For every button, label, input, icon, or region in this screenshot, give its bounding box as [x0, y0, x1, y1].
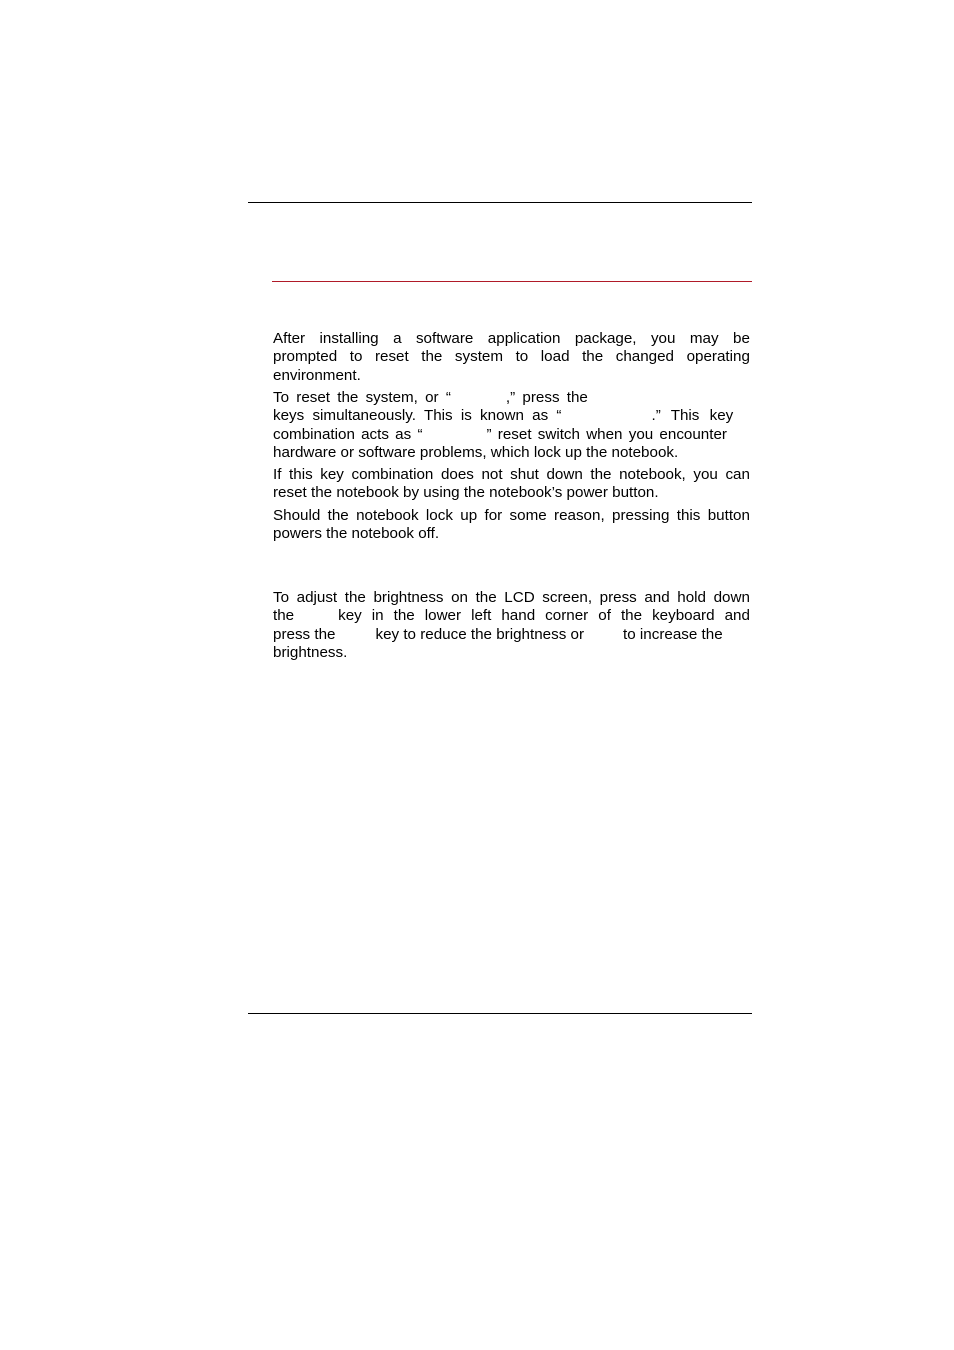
word: changed	[615, 348, 675, 366]
word: to	[349, 348, 363, 366]
para2-line1	[273, 389, 750, 407]
word: the	[393, 607, 415, 625]
word: left	[471, 607, 492, 625]
word: for	[484, 507, 503, 524]
word: can	[725, 466, 750, 483]
brightness-line2	[273, 607, 750, 625]
word: brightness	[373, 589, 444, 606]
word: shut	[510, 466, 539, 483]
lockup-paragraph	[273, 507, 750, 544]
word: to	[515, 348, 529, 366]
word: you	[650, 330, 676, 347]
word: the	[582, 348, 604, 366]
word: the	[620, 607, 643, 625]
word: If	[273, 466, 282, 483]
word: button	[707, 507, 750, 524]
para2-line2-start: keys simultaneously. This is known as “	[273, 407, 562, 425]
word: package,	[574, 330, 637, 347]
word: and	[724, 607, 750, 625]
word: a	[393, 330, 402, 347]
word: lock	[425, 507, 453, 524]
brightness-line1	[273, 589, 750, 607]
word: the	[421, 348, 443, 366]
reset-keys-paragraph	[273, 389, 750, 463]
word: reset	[374, 348, 409, 366]
word: does	[440, 466, 474, 483]
para4-line2: powers the notebook off.	[273, 525, 440, 543]
brightness-line3-start: press the	[273, 625, 336, 643]
word: corner	[545, 607, 589, 625]
para2-line4: hardware or software problems, which lock up the notebook.	[273, 444, 679, 462]
word: the	[590, 466, 612, 483]
word: and	[644, 589, 670, 606]
word: key	[320, 466, 344, 483]
brightness-line3	[273, 626, 750, 644]
word: may	[689, 330, 719, 347]
word: the	[327, 507, 349, 524]
word: After	[273, 330, 306, 347]
para4-line1	[273, 507, 750, 525]
footer-rule	[248, 1013, 752, 1014]
para1-line3: environment.	[273, 366, 361, 384]
word: up	[460, 507, 478, 524]
para2-line2	[273, 407, 750, 425]
para2-line3	[273, 426, 750, 444]
para1-line2	[273, 348, 750, 366]
word: Should	[273, 507, 321, 524]
word: prompted	[273, 348, 338, 366]
word: adjust	[296, 589, 338, 606]
word: key	[338, 607, 362, 625]
brightness-paragraph	[273, 589, 750, 663]
word: this	[676, 507, 701, 524]
word: the	[344, 589, 366, 606]
para2-line1-start: To reset the system, or “	[273, 389, 451, 406]
brightness-line4: brightness.	[273, 644, 348, 662]
word: not	[481, 466, 503, 483]
word: operating	[686, 348, 750, 366]
para2-line1-end: ,” press the	[505, 389, 588, 406]
word: combination	[351, 466, 434, 483]
word: on	[451, 589, 468, 606]
para2-line3-end: ” reset switch when you encounter	[486, 425, 727, 443]
para1-line1	[273, 330, 750, 348]
word: down	[713, 589, 750, 606]
word: system	[454, 348, 504, 366]
word: hand	[501, 607, 536, 625]
word: screen,	[542, 589, 593, 606]
para3-line2: reset the notebook by using the notebook’s power button.	[273, 484, 659, 502]
word: the	[475, 589, 497, 606]
brightness-line2-start: the	[273, 607, 295, 625]
para3-line1	[273, 466, 750, 484]
word: this	[289, 466, 313, 483]
word: notebook	[356, 507, 419, 524]
brightness-line3-middle: key to reduce the brightness or	[375, 625, 585, 643]
word: LCD	[504, 589, 535, 606]
header-rule	[248, 202, 752, 203]
power-button-paragraph	[273, 466, 750, 503]
word: load	[540, 348, 570, 366]
word: you	[693, 466, 718, 483]
word: installing	[319, 330, 379, 347]
brightness-line2-end	[338, 607, 750, 625]
word: keyboard	[652, 607, 715, 625]
word: be	[733, 330, 750, 347]
word: pressing	[612, 507, 670, 524]
word: To	[273, 589, 290, 606]
word: in	[371, 607, 384, 625]
brightness-line3-end: to increase the	[623, 625, 723, 643]
word: press	[599, 589, 637, 606]
word: reason,	[554, 507, 605, 524]
word: down	[546, 466, 583, 483]
word: of	[598, 607, 611, 625]
word: hold	[677, 589, 706, 606]
word: some	[509, 507, 547, 524]
section-heading-rule	[272, 281, 752, 282]
reset-intro-paragraph	[273, 330, 750, 385]
para2-line3-start: combination acts as “	[273, 425, 423, 443]
word: application	[487, 330, 561, 347]
word: lower	[424, 607, 462, 625]
para2-line2-end: .” This key	[651, 407, 734, 425]
word: notebook,	[619, 466, 686, 483]
word: software	[415, 330, 474, 347]
